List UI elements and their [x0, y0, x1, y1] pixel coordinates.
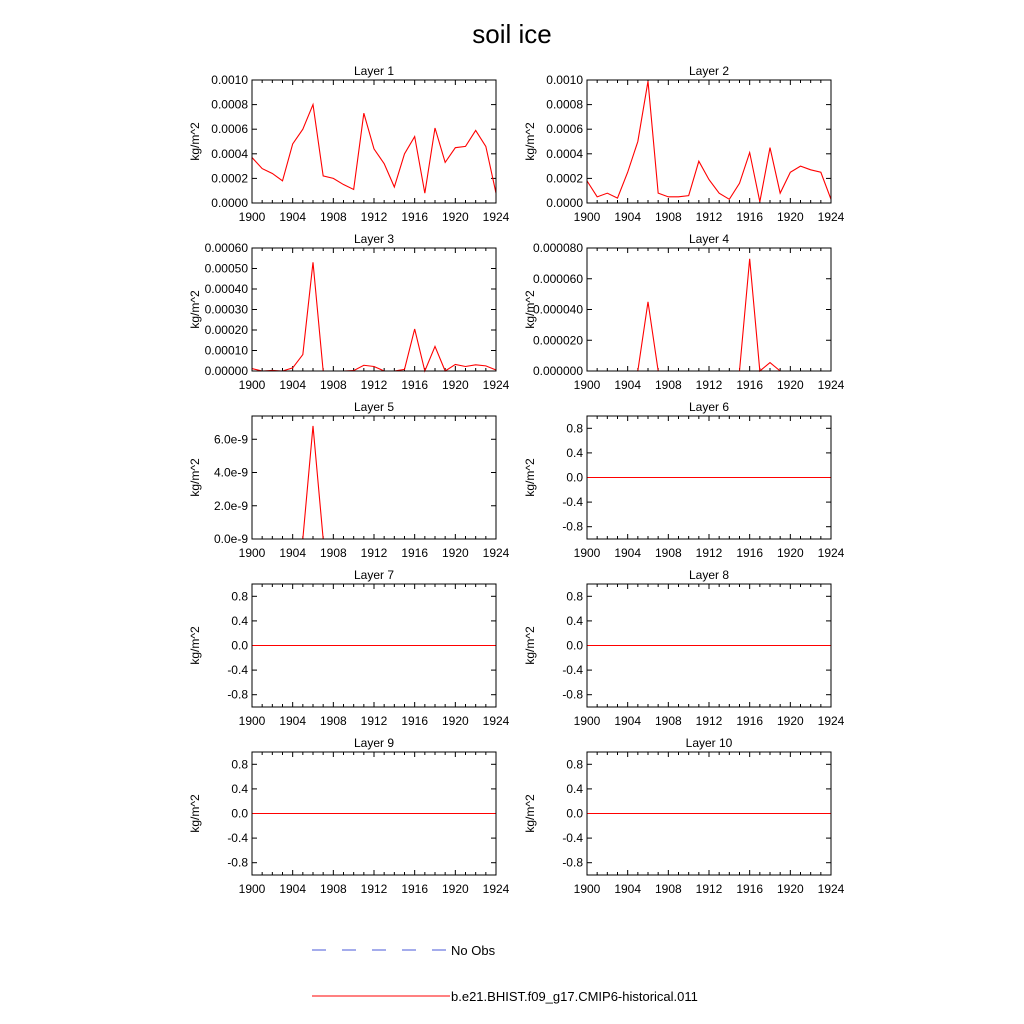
y-tick-label: -0.4 [562, 663, 583, 678]
x-tick-label: 1920 [776, 714, 804, 728]
y-axis-label: kg/m^2 [523, 626, 537, 665]
x-tick-label: 1924 [482, 714, 510, 728]
y-tick-label: 2.0e-9 [213, 498, 248, 513]
y-tick-label: 0.000000 [532, 364, 583, 378]
x-tick-label: 1920 [776, 546, 804, 560]
x-tick-label: 1912 [695, 882, 723, 896]
x-tick-label: 1904 [279, 378, 307, 392]
y-tick-label: 0.0004 [211, 146, 248, 161]
x-tick-label: 1920 [441, 546, 469, 560]
y-tick-label: 0.0 [566, 638, 583, 653]
x-tick-label: 1904 [279, 714, 307, 728]
y-tick-label: 0.0006 [546, 122, 583, 137]
y-tick-label: 0.0 [231, 638, 248, 653]
y-tick-label: -0.4 [562, 495, 583, 510]
x-tick-label: 1920 [776, 882, 804, 896]
y-tick-label: -0.8 [562, 855, 583, 870]
series-line [252, 262, 496, 371]
y-tick-label: 0.4 [566, 613, 583, 628]
panel-title: Layer 6 [688, 400, 730, 414]
y-axis-label: kg/m^2 [188, 458, 202, 497]
x-tick-label: 1916 [401, 882, 429, 896]
series-line [587, 259, 831, 371]
panel-layer-1 [188, 64, 510, 224]
x-tick-label: 1900 [573, 882, 601, 896]
panel-layer-2 [523, 64, 845, 224]
x-tick-label: 1904 [279, 546, 307, 560]
y-tick-label: 0.0010 [211, 73, 248, 87]
x-tick-label: 1904 [614, 210, 642, 224]
plot-frame [587, 248, 831, 371]
panel-layer-6 [523, 400, 845, 560]
y-tick-label: 0.0 [566, 470, 583, 485]
panels [188, 64, 845, 896]
panel-layer-10 [523, 736, 845, 896]
y-tick-label: 0.0004 [546, 146, 583, 161]
x-tick-label: 1900 [238, 714, 266, 728]
y-tick-label: 4.0e-9 [213, 465, 248, 480]
x-tick-label: 1924 [817, 546, 845, 560]
x-tick-label: 1920 [441, 882, 469, 896]
x-tick-label: 1904 [614, 882, 642, 896]
panel-title: Layer 2 [688, 64, 730, 78]
x-tick-label: 1908 [319, 546, 347, 560]
y-tick-label: 0.00050 [204, 261, 248, 276]
y-tick-label: 0.8 [566, 757, 583, 772]
y-axis-label: kg/m^2 [523, 290, 537, 329]
x-tick-label: 1920 [776, 210, 804, 224]
x-tick-label: 1904 [614, 378, 642, 392]
x-tick-label: 1904 [614, 546, 642, 560]
x-tick-label: 1912 [695, 714, 723, 728]
plot-frame [252, 80, 496, 203]
y-tick-label: 0.000060 [532, 271, 583, 286]
y-axis-label: kg/m^2 [523, 794, 537, 833]
x-tick-label: 1924 [817, 378, 845, 392]
x-tick-label: 1900 [238, 210, 266, 224]
x-tick-label: 1924 [817, 714, 845, 728]
panel-title: Layer 8 [688, 568, 730, 582]
y-tick-label: 0.0e-9 [213, 532, 248, 546]
x-tick-label: 1900 [573, 714, 601, 728]
legend [312, 943, 698, 1004]
y-tick-label: 0.0 [566, 806, 583, 821]
series-line [587, 81, 831, 202]
x-tick-label: 1908 [654, 882, 682, 896]
y-tick-label: 0.8 [566, 421, 583, 436]
y-tick-label: -0.4 [227, 831, 248, 846]
panel-title: Layer 1 [353, 64, 395, 78]
panel-layer-7 [188, 568, 510, 728]
x-tick-label: 1912 [695, 210, 723, 224]
panel-title: Layer 5 [353, 400, 395, 414]
x-tick-label: 1900 [238, 882, 266, 896]
x-tick-label: 1904 [614, 714, 642, 728]
y-tick-label: 0.00000 [204, 364, 248, 378]
panel-title: Layer 3 [353, 232, 395, 246]
y-tick-label: 0.00020 [204, 323, 248, 337]
y-axis-label: kg/m^2 [188, 122, 202, 161]
x-tick-label: 1924 [482, 378, 510, 392]
x-tick-label: 1920 [441, 378, 469, 392]
x-tick-label: 1924 [482, 210, 510, 224]
y-tick-label: 0.00030 [204, 302, 248, 317]
y-axis-label: kg/m^2 [188, 794, 202, 833]
panel-title: Layer 4 [688, 232, 730, 246]
x-tick-label: 1916 [736, 546, 764, 560]
y-tick-label: 0.8 [231, 757, 248, 772]
y-tick-label: 0.00010 [204, 343, 248, 358]
y-tick-label: 0.0 [231, 806, 248, 821]
x-tick-label: 1916 [736, 210, 764, 224]
y-tick-label: 0.0002 [211, 171, 248, 186]
x-tick-label: 1900 [238, 546, 266, 560]
x-tick-label: 1920 [441, 714, 469, 728]
x-tick-label: 1912 [360, 210, 388, 224]
x-tick-label: 1900 [573, 546, 601, 560]
panel-layer-4 [523, 232, 845, 392]
y-tick-label: 0.000020 [532, 333, 583, 348]
plot-frame [587, 80, 831, 203]
y-tick-label: -0.8 [562, 519, 583, 534]
x-tick-label: 1916 [401, 546, 429, 560]
x-tick-label: 1912 [695, 546, 723, 560]
y-tick-label: 0.0006 [211, 122, 248, 137]
panel-layer-5 [188, 400, 510, 560]
y-tick-label: 0.0002 [546, 171, 583, 186]
legend-label-no-obs: No Obs [451, 943, 496, 958]
y-axis-label: kg/m^2 [523, 122, 537, 161]
y-tick-label: -0.8 [227, 855, 248, 870]
y-tick-label: 0.00040 [204, 282, 248, 296]
y-tick-label: 0.00060 [204, 241, 248, 255]
y-tick-label: -0.8 [562, 687, 583, 702]
y-tick-label: 0.8 [231, 589, 248, 604]
y-tick-label: 0.4 [231, 613, 248, 628]
x-tick-label: 1900 [238, 378, 266, 392]
x-tick-label: 1912 [695, 378, 723, 392]
y-axis-label: kg/m^2 [523, 458, 537, 497]
x-tick-label: 1900 [573, 378, 601, 392]
y-tick-label: 6.0e-9 [213, 432, 248, 447]
x-tick-label: 1904 [279, 210, 307, 224]
y-tick-label: 0.0010 [546, 73, 583, 87]
y-tick-label: 0.0000 [546, 196, 583, 210]
panel-layer-3 [188, 232, 510, 392]
x-tick-label: 1908 [319, 210, 347, 224]
x-tick-label: 1924 [482, 546, 510, 560]
x-tick-label: 1916 [401, 714, 429, 728]
x-tick-label: 1912 [360, 546, 388, 560]
panel-title: Layer 10 [685, 736, 733, 750]
series-line [252, 426, 496, 539]
y-tick-label: 0.8 [566, 589, 583, 604]
x-tick-label: 1924 [482, 882, 510, 896]
panel-title: Layer 7 [353, 568, 395, 582]
x-tick-label: 1908 [654, 210, 682, 224]
x-tick-label: 1916 [401, 378, 429, 392]
y-tick-label: 0.4 [566, 781, 583, 796]
legend-label-model: b.e21.BHIST.f09_g17.CMIP6-historical.011 [451, 989, 698, 1004]
x-tick-label: 1908 [654, 378, 682, 392]
x-tick-label: 1916 [401, 210, 429, 224]
x-tick-label: 1924 [817, 882, 845, 896]
x-tick-label: 1908 [319, 714, 347, 728]
x-tick-label: 1920 [441, 210, 469, 224]
x-tick-label: 1912 [360, 714, 388, 728]
y-tick-label: -0.8 [227, 687, 248, 702]
y-tick-label: 0.000080 [532, 241, 583, 255]
x-tick-label: 1908 [319, 378, 347, 392]
y-tick-label: 0.0008 [211, 97, 248, 112]
x-tick-label: 1900 [573, 210, 601, 224]
x-tick-label: 1916 [736, 378, 764, 392]
y-tick-label: -0.4 [227, 663, 248, 678]
y-tick-label: 0.4 [231, 781, 248, 796]
figure-title: soil ice [472, 19, 552, 49]
x-tick-label: 1908 [654, 714, 682, 728]
x-tick-label: 1908 [319, 882, 347, 896]
x-tick-label: 1916 [736, 714, 764, 728]
panel-title: Layer 9 [353, 736, 395, 750]
y-axis-label: kg/m^2 [188, 626, 202, 665]
x-tick-label: 1924 [817, 210, 845, 224]
y-tick-label: 0.0000 [211, 196, 248, 210]
x-tick-label: 1912 [360, 378, 388, 392]
x-tick-label: 1904 [279, 882, 307, 896]
x-tick-label: 1916 [736, 882, 764, 896]
x-tick-label: 1908 [654, 546, 682, 560]
x-tick-label: 1912 [360, 882, 388, 896]
y-tick-label: 0.000040 [532, 302, 583, 317]
y-tick-label: 0.0008 [546, 97, 583, 112]
panel-layer-8 [523, 568, 845, 728]
plot-frame [252, 416, 496, 539]
plot-frame [252, 248, 496, 371]
y-axis-label: kg/m^2 [188, 290, 202, 329]
y-tick-label: 0.4 [566, 445, 583, 460]
series-line [252, 105, 496, 194]
x-tick-label: 1920 [776, 378, 804, 392]
panel-layer-9 [188, 736, 510, 896]
y-tick-label: -0.4 [562, 831, 583, 846]
